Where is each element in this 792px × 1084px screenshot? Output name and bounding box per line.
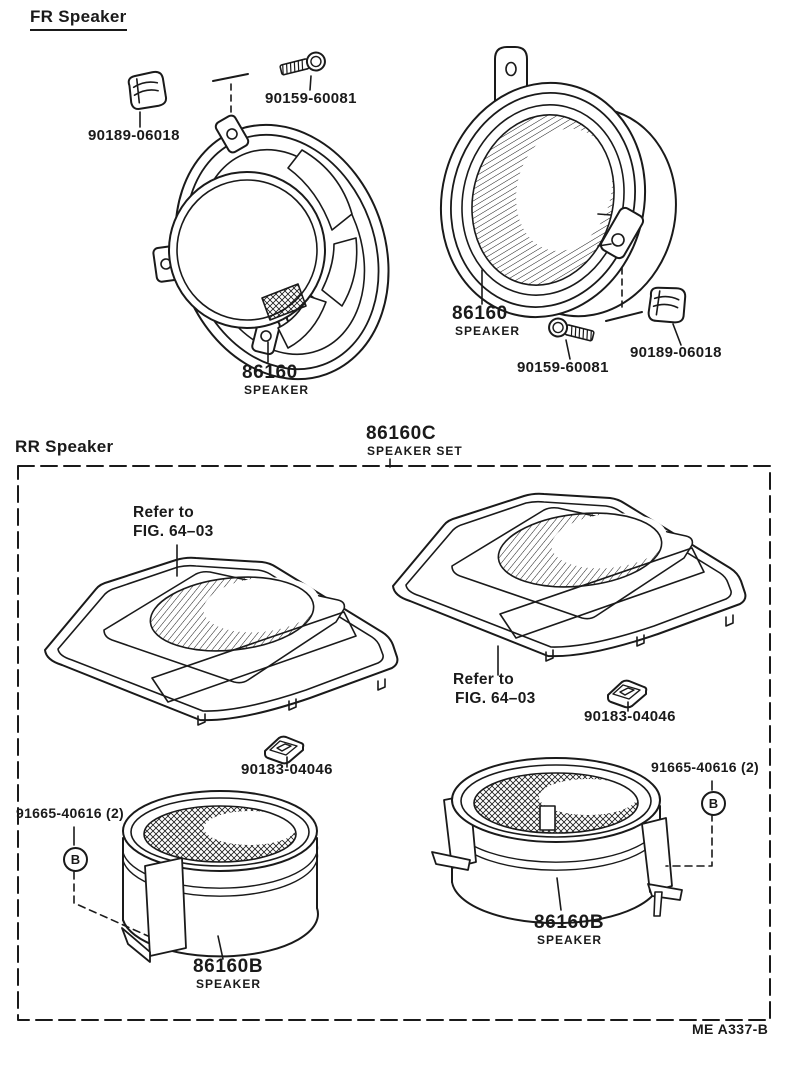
doc-code: ME A337-B (692, 1021, 769, 1037)
rr-clip-right-icon (608, 681, 646, 708)
rr-speaker-set-part-label: 86160C (366, 423, 437, 444)
fr-speaker-left-name-label: SPEAKER (244, 383, 310, 397)
rr-speaker-left-drawing (122, 791, 318, 962)
fr-clip-right-icon (647, 285, 687, 325)
rr-section-title: RR Speaker (15, 437, 114, 456)
rr-refer-note-right-line1: Refer to (453, 671, 514, 688)
rr-speaker-right-part-label: 86160B (534, 912, 605, 933)
rr-bolt-left-part-label: 91665-40616 (2) (16, 805, 125, 821)
rr-speaker-right-name-label: SPEAKER (537, 933, 603, 947)
fr-screw-right-icon (547, 317, 595, 345)
rr-refer-note-left-line2: FIG. 64–03 (133, 523, 214, 540)
rr-refer-note-left-line1: Refer to (133, 504, 194, 521)
rr-speaker-left-name-label: SPEAKER (196, 977, 262, 991)
fr-clip-right-part-label: 90189-06018 (630, 344, 722, 361)
fr-clip-left-icon (128, 71, 167, 110)
rr-speaker-left-part-label: 86160B (193, 956, 264, 977)
fr-clip-left-part-label: 90189-06018 (88, 127, 180, 144)
rr-speaker-right-drawing (432, 758, 682, 923)
fr-speaker-left-part-label: 86160 (242, 362, 298, 383)
rr-cover-left-drawing (45, 558, 397, 725)
fr-speaker-right-part-label: 86160 (452, 303, 508, 324)
rr-clip-left-part-label: 90183-04046 (241, 761, 333, 778)
rr-cover-right-drawing (393, 494, 745, 661)
rr-speaker-set-name-label: SPEAKER SET (367, 444, 463, 458)
rr-bolt-right-part-label: 91665-40616 (2) (651, 759, 760, 775)
fr-screw-left-part-label: 90159-60081 (265, 90, 357, 107)
fr-section-title: FR Speaker (30, 8, 127, 31)
rr-refer-note-right-line2: FIG. 64–03 (455, 690, 536, 707)
fr-screw-right-part-label: 90159-60081 (517, 359, 609, 376)
rr-bolt-left-marker: B (63, 847, 88, 872)
fr-speaker-right-name-label: SPEAKER (455, 324, 521, 338)
rr-bolt-right-marker: B (701, 791, 726, 816)
rr-clip-left-icon (265, 737, 303, 764)
fr-screw-left-icon (279, 51, 327, 79)
rr-clip-right-part-label: 90183-04046 (584, 708, 676, 725)
